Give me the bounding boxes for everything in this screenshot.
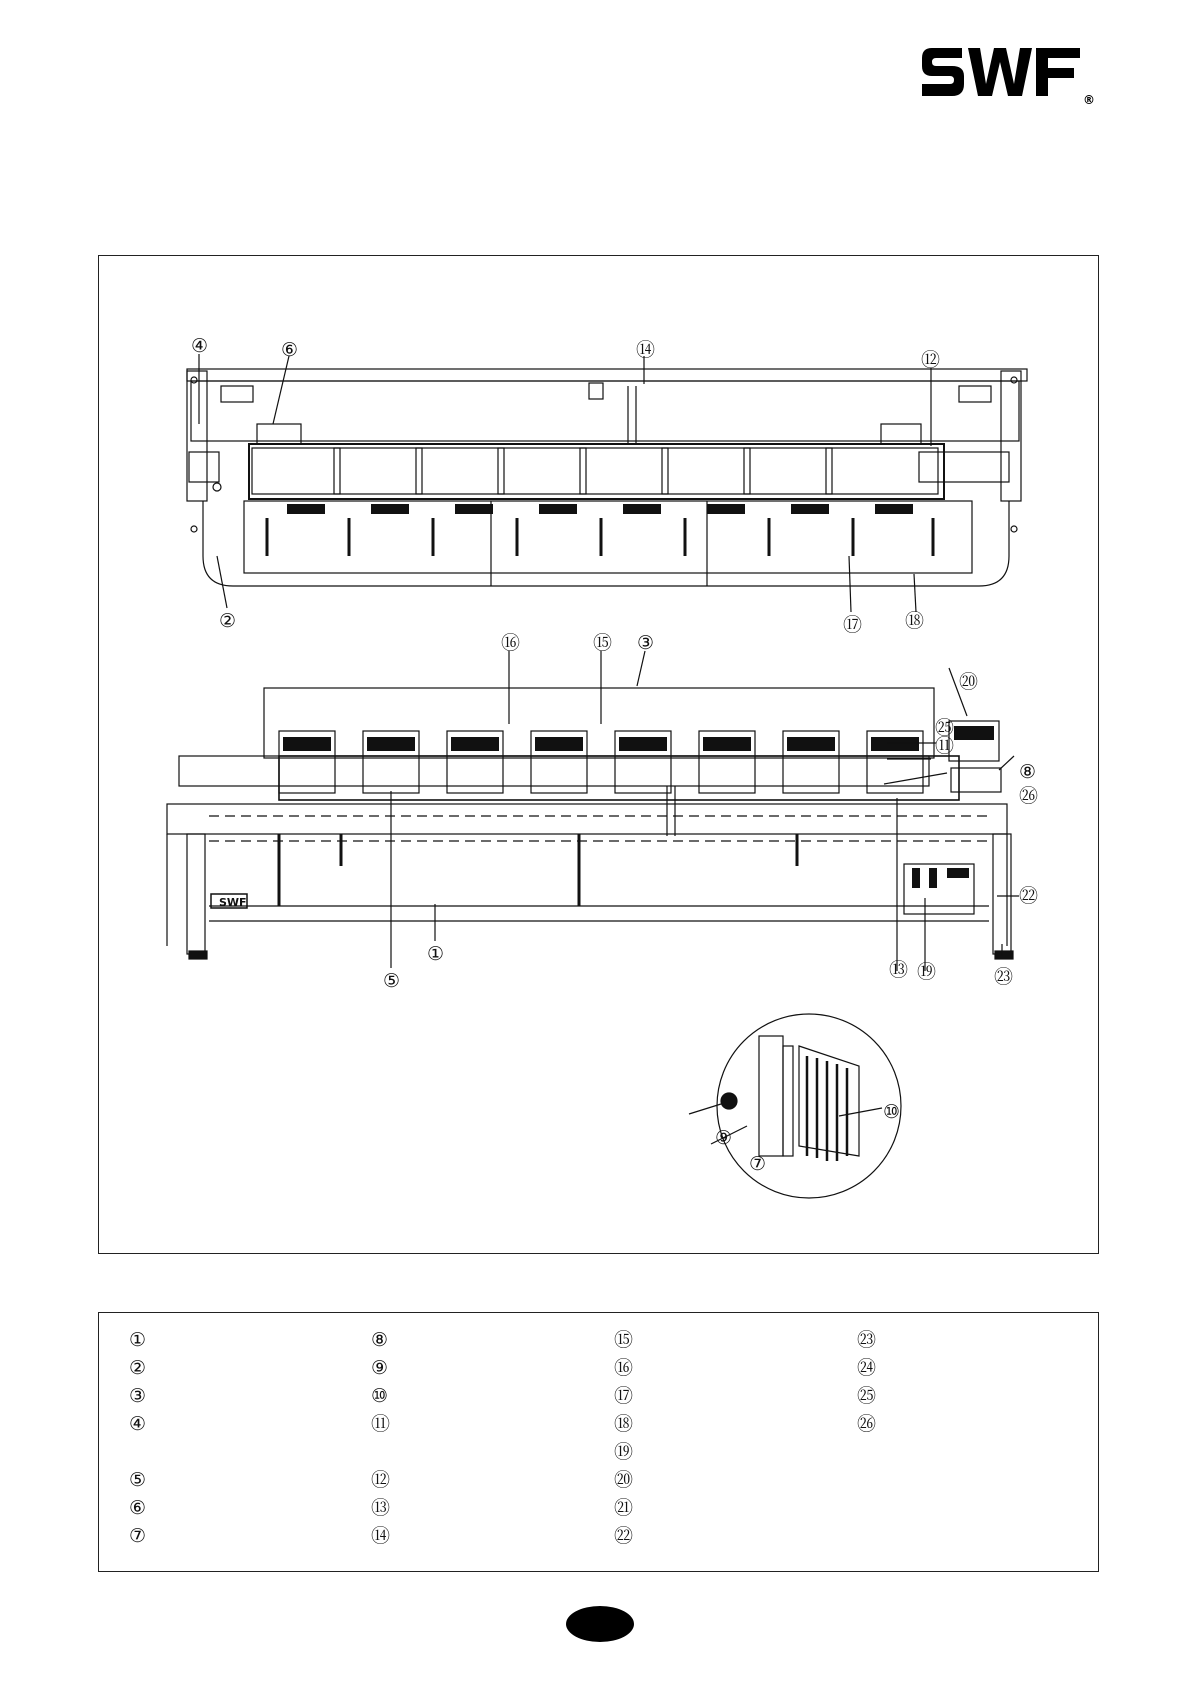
callout-14: ⑭ — [636, 339, 656, 361]
legend-item-19: ⑲ — [614, 1441, 634, 1463]
callout-8: ⑧ — [1019, 761, 1037, 783]
legend-item-21: ㉑ — [614, 1497, 634, 1519]
callout-13: ⑬ — [889, 959, 909, 981]
legend-item-26: ㉖ — [857, 1413, 877, 1435]
legend-item-17: ⑰ — [614, 1385, 634, 1407]
callout-12: ⑫ — [921, 349, 941, 371]
legend-item-5: ⑤ — [129, 1469, 147, 1491]
legend-item-16: ⑯ — [614, 1357, 634, 1379]
callout-7: ⑦ — [749, 1153, 767, 1175]
callout-15: ⑮ — [593, 632, 613, 654]
detail-view — [689, 1014, 901, 1198]
machine-badge: SWF — [219, 896, 247, 909]
callout-6: ⑥ — [281, 339, 299, 361]
legend-item-20: ⑳ — [614, 1469, 634, 1491]
callout-17: ⑰ — [843, 614, 863, 636]
legend-frame — [98, 1312, 1099, 1572]
machine-drawing — [99, 256, 1100, 1255]
figure-frame — [98, 255, 1099, 1254]
front-view — [167, 651, 1019, 971]
legend-item-12: ⑫ — [371, 1469, 391, 1491]
callout-10: ⑩ — [883, 1101, 901, 1123]
callout-23: ㉓ — [994, 966, 1014, 988]
legend-item-4: ④ — [129, 1413, 147, 1435]
legend-item-14: ⑭ — [371, 1525, 391, 1547]
legend-item-3: ③ — [129, 1385, 147, 1407]
callout-19: ⑲ — [917, 961, 937, 983]
legend-item-11: ⑪ — [371, 1413, 391, 1435]
callout-4: ④ — [191, 335, 209, 357]
legend-item-6: ⑥ — [129, 1497, 147, 1519]
callout-3: ③ — [637, 632, 655, 654]
legend-item-22: ㉒ — [614, 1525, 634, 1547]
top-view — [187, 354, 1027, 612]
callout-9: ⑨ — [715, 1127, 733, 1149]
callout-2: ② — [219, 610, 237, 632]
legend-item-1: ① — [129, 1329, 147, 1351]
legend-item-9: ⑨ — [371, 1357, 389, 1379]
callout-16: ⑯ — [501, 632, 521, 654]
legend-item-8: ⑧ — [371, 1329, 389, 1351]
callout-18: ⑱ — [905, 610, 925, 632]
legend-item-23: ㉓ — [857, 1329, 877, 1351]
legend-item-13: ⑬ — [371, 1497, 391, 1519]
callout-5: ⑤ — [383, 970, 401, 992]
legend-item-24: ㉔ — [857, 1357, 877, 1379]
legend-item-25: ㉕ — [857, 1385, 877, 1407]
legend-item-2: ② — [129, 1357, 147, 1379]
legend-item-10: ⑩ — [371, 1385, 389, 1407]
page-number-oval — [566, 1606, 634, 1642]
legend-item-7: ⑦ — [129, 1525, 147, 1547]
legend-item-15: ⑮ — [614, 1329, 634, 1351]
callout-20: ⑳ — [959, 671, 979, 693]
callout-22: ㉒ — [1019, 885, 1039, 907]
swf-logo — [920, 44, 1095, 106]
registered-mark: ® — [1083, 93, 1095, 106]
callout-25: ㉕ — [935, 717, 955, 739]
callout-26: ㉖ — [1019, 785, 1039, 807]
callout-1: ① — [427, 943, 445, 965]
callout-11: ⑪ — [935, 735, 955, 757]
legend-item-18: ⑱ — [614, 1413, 634, 1435]
